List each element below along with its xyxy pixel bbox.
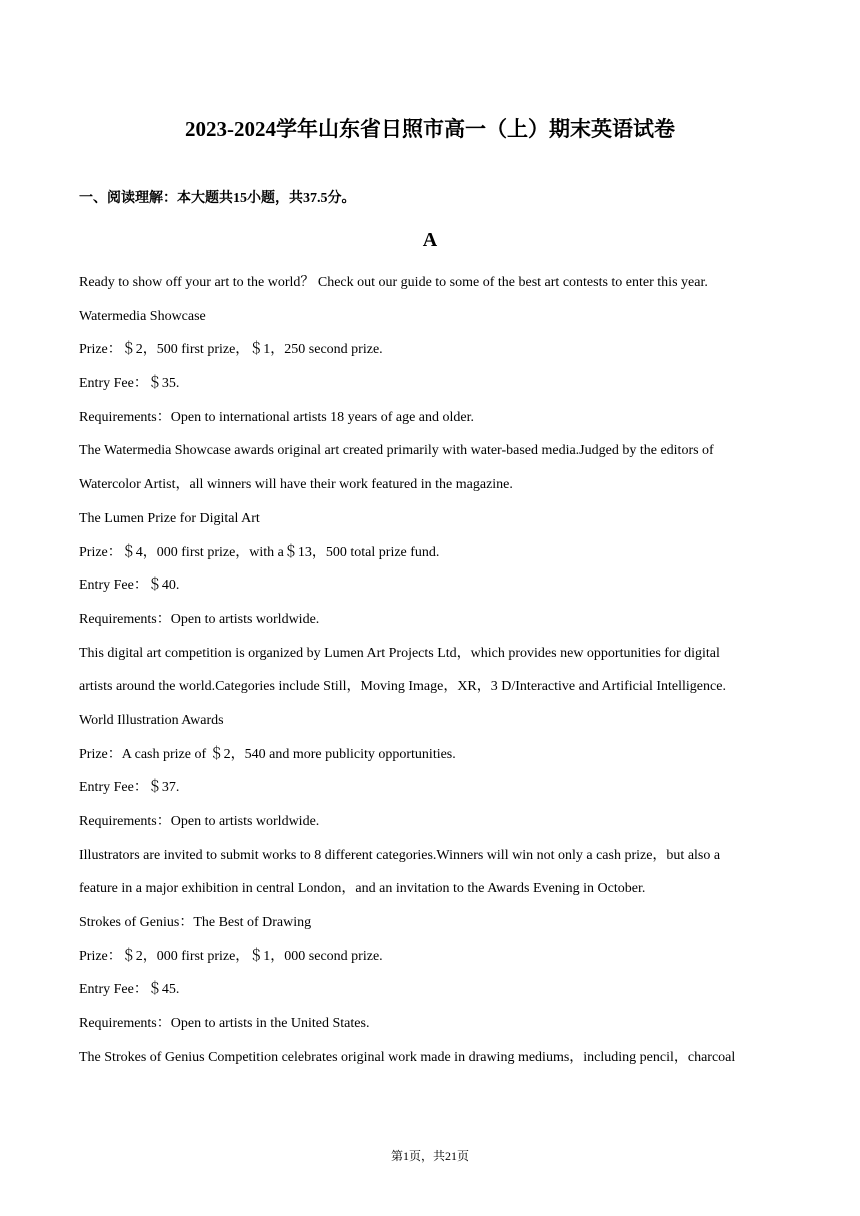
entry-fee-line: Entry Fee：＄35. — [79, 376, 180, 392]
description-line: The Watermedia Showcase awards original art created primarily with water-based media.Judged by the editors of — [79, 443, 714, 459]
prize-line: Prize：＄2，500 first prize，＄1，250 second prize. — [79, 342, 383, 358]
description-line: This digital art competition is organized by Lumen Art Projects Ltd，which provides new opportunities for digital — [79, 645, 720, 661]
document-title: 2023-2024学年山东省日照市高一（上）期末英语试卷 — [185, 117, 675, 141]
contest-title-lumen: The Lumen Prize for Digital Art — [79, 510, 260, 526]
prize-line: Prize：＄4，000 first prize，with a＄13，500 total prize fund. — [79, 544, 440, 560]
section-heading: 一、阅读理解：本大题共15小题，共37.5分。 — [79, 191, 356, 206]
passage-letter: A — [422, 229, 438, 251]
contest-title-watermedia: Watermedia Showcase — [79, 308, 206, 324]
page-footer: 第1页，共21页 — [390, 1149, 469, 1163]
requirements-line: Requirements：Open to artists in the United States. — [79, 1016, 370, 1032]
entry-fee-line: Entry Fee：＄45. — [79, 982, 180, 998]
contest-title-strokes-of-genius: Strokes of Genius：The Best of Drawing — [79, 915, 312, 931]
description-line: The Strokes of Genius Competition celebrates original work made in drawing mediums，including pencil，charcoal — [79, 1049, 736, 1065]
prize-line: Prize：A cash prize of ＄2，540 and more publicity opportunities. — [79, 746, 456, 762]
prize-line: Prize：＄2，000 first prize，＄1，000 second prize. — [79, 948, 383, 964]
description-line: feature in a major exhibition in central London，and an invitation to the Awards Evening in October. — [79, 881, 646, 897]
requirements-line: Requirements：Open to artists worldwide. — [79, 611, 320, 627]
description-line: Illustrators are invited to submit works to 8 different categories.Winners will win not only a cash prize，but also a — [79, 847, 721, 863]
entry-fee-line: Entry Fee：＄40. — [79, 578, 180, 594]
description-line: Watercolor Artist，all winners will have their work featured in the magazine. — [79, 477, 513, 493]
requirements-line: Requirements：Open to artists worldwide. — [79, 814, 320, 829]
contest-title-world-illustration: World Illustration Awards — [79, 712, 224, 728]
passage-body — [79, 266, 789, 1075]
requirements-line: Requirements：Open to international artists 18 years of age and older. — [79, 409, 475, 425]
entry-fee-line: Entry Fee：＄37. — [79, 780, 180, 796]
intro-line: Ready to show off your art to the world？ Check out our guide to some of the best art contests to enter this year. — [79, 275, 708, 290]
description-line: artists around the world.Categories include Still，Moving Image，XR，3 D/Interactive and Artificial Intelligence. — [79, 679, 726, 695]
